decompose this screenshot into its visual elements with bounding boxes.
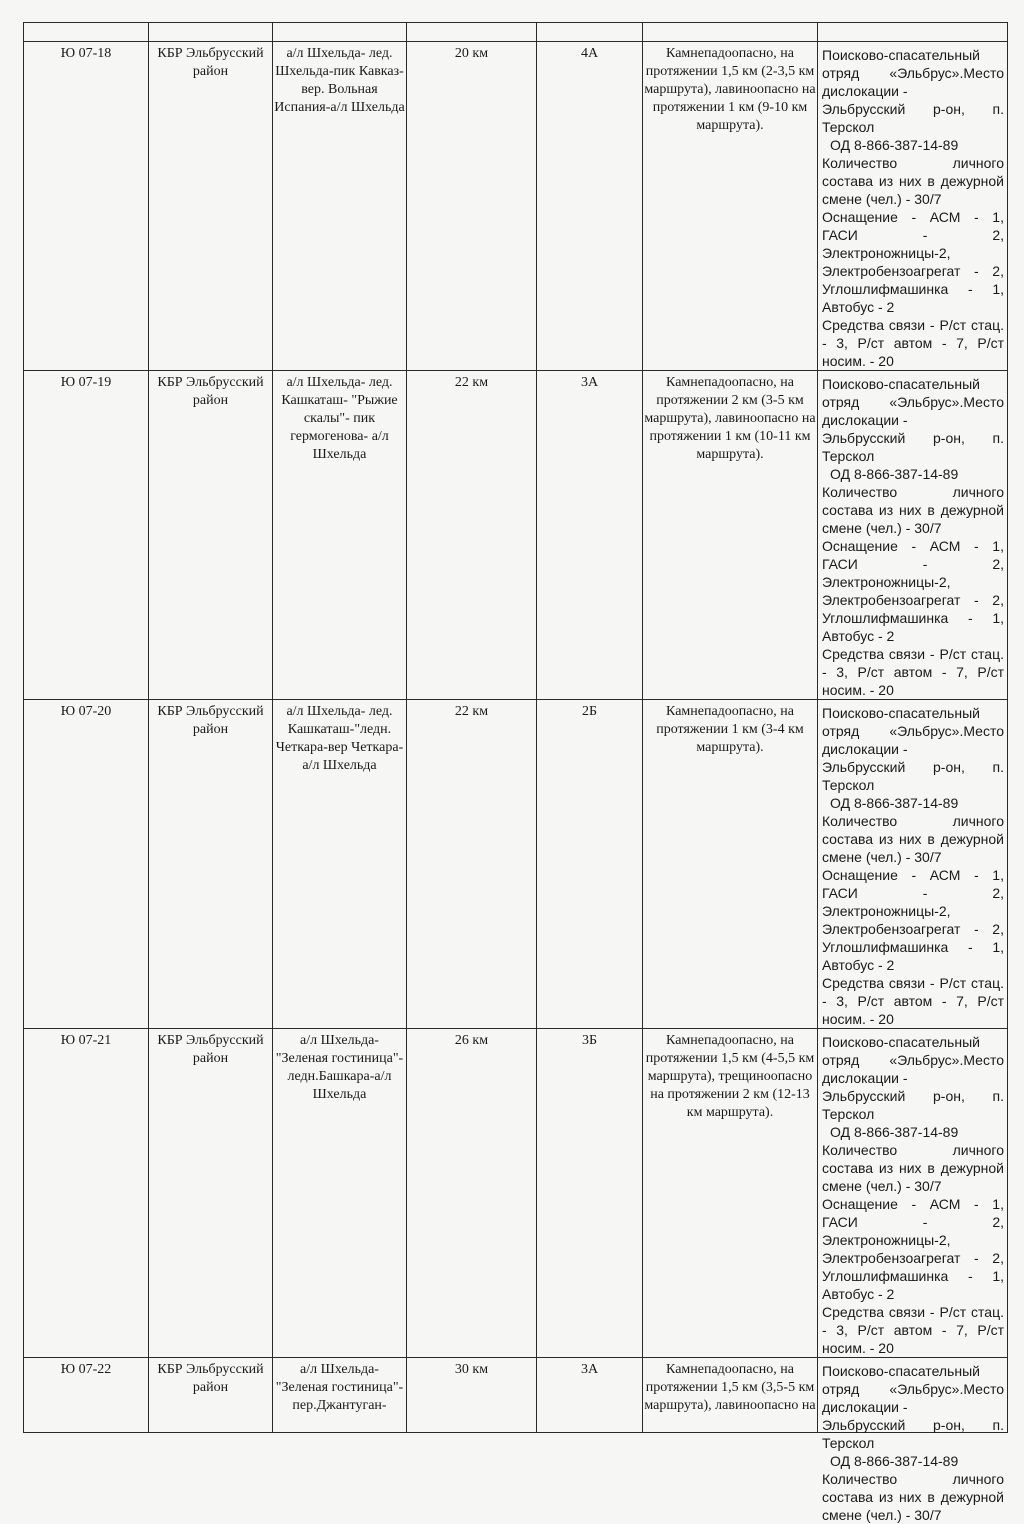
table-row [24,1358,1008,1433]
rescue-line: Поисково-спасательный отряд «Эльбрус».Место дислокации - [822,376,1004,428]
region-cell: КБР Эльбрусский район [149,371,273,700]
rescue-line: ОД 8-866-387-14-89 [830,1453,959,1469]
header-cell [149,23,273,42]
header-cell [407,23,537,42]
route-description: а/л Шхельда- лед. Кашкаташ- "Рыжие скалы"- пик гермогенова- а/л Шхельда [273,371,407,700]
rescue-team-info [818,1358,1008,1523]
route-distance: 22 км [407,371,537,700]
hazard-description: Камнепадоопасно, на протяжении 1 км (3-4 км маршрута). [643,700,818,1029]
region-cell: КБР Эльбрусский район [149,42,273,371]
route-description: а/л Шхельда- лед. Кашкаташ-"ледн. Четкара-вер Четкара-а/л Шхельда [273,700,407,1029]
rescue-line: Средства связи - Р/ст стац. - 3, Р/ст автом - 7, Р/ст носим. - 20 [822,646,1004,698]
rescue-line: Поисково-спасательный отряд «Эльбрус».Место дислокации - [822,705,1004,757]
rescue-line: Количество личного состава из них в дежурной смене (чел.) - 30/7 [822,813,1004,865]
header-cell [24,23,149,42]
rescue-line: ОД 8-866-387-14-89 [830,137,959,153]
route-category: 4А [537,42,643,371]
hazard-description: Камнепадоопасно, на протяжении 1,5 км (3,5-5 км маршрута), лавиноопасно на [643,1358,818,1433]
header-cell [818,23,1008,42]
route-category: 3А [537,371,643,700]
rescue-line: ОД 8-866-387-14-89 [830,1124,959,1140]
rescue-line: ОД 8-866-387-14-89 [830,795,959,811]
route-category: 3А [537,1358,643,1433]
route-code: Ю 07-20 [24,700,149,1029]
route-category: 2Б [537,700,643,1029]
route-code: Ю 07-19 [24,371,149,700]
region-cell: КБР Эльбрусский район [149,1029,273,1358]
rescue-line: Поисково-спасательный отряд «Эльбрус».Место дислокации - [822,1034,1004,1086]
region-cell: КБР Эльбрусский район [149,700,273,1029]
table-row [24,700,1008,1029]
rescue-line: Количество личного состава из них в дежурной смене (чел.) - 30/7 [822,1142,1004,1194]
rescue-team-info [818,1029,1008,1358]
rescue-team-info [818,42,1008,371]
table-row [24,1029,1008,1358]
route-distance: 26 км [407,1029,537,1358]
route-distance: 20 км [407,42,537,371]
route-code: Ю 07-21 [24,1029,149,1358]
table-header-row [24,23,1008,42]
rescue-line: Оснащение - АСМ - 1, ГАСИ - 2, Электроножницы-2, Электробензоагрегат - 2, Углошлифмашинка - 1, Автобус - 2 [822,209,1004,315]
table-row [24,371,1008,700]
rescue-line: Эльбрусский р-он, п. Терскол [822,1088,1004,1122]
rescue-line: Оснащение - АСМ - 1, ГАСИ - 2, Электроножницы-2, Электробензоагрегат - 2, Углошлифмашинка - 1, Автобус - 2 [822,538,1004,644]
routes-table [23,22,1008,1523]
rescue-line: Поисково-спасательный отряд «Эльбрус».Место дислокации - [822,1363,1004,1415]
route-category: 3Б [537,1029,643,1358]
rescue-line: Количество личного состава из них в дежурной смене (чел.) - 30/7 [822,155,1004,207]
region-cell: КБР Эльбрусский район [149,1358,273,1433]
rescue-line: Средства связи - Р/ст стац. - 3, Р/ст автом - 7, Р/ст носим. - 20 [822,317,1004,369]
table-row [24,42,1008,371]
hazard-description: Камнепадоопасно, на протяжении 1,5 км (4-5,5 км маршрута), трещиноопасно на протяжении 2 км (12-13 км маршрута). [643,1029,818,1358]
route-description: а/л Шхельда- "Зеленая гостиница"- ледн.Башкара-а/л Шхельда [273,1029,407,1358]
rescue-team-info [818,700,1008,1029]
rescue-line: Количество личного состава из них в дежурной смене (чел.) - 30/7 [822,1471,1004,1523]
rescue-line: Поисково-спасательный отряд «Эльбрус».Место дислокации - [822,47,1004,99]
route-distance: 30 км [407,1358,537,1433]
rescue-line: Оснащение - АСМ - 1, ГАСИ - 2, Электроножницы-2, Электробензоагрегат - 2, Углошлифмашинка - 1, Автобус - 2 [822,1196,1004,1302]
rescue-line: Эльбрусский р-он, п. Терскол [822,101,1004,135]
header-cell [537,23,643,42]
header-cell [643,23,818,42]
route-distance: 22 км [407,700,537,1029]
hazard-description: Камнепадоопасно, на протяжении 1,5 км (2-3,5 км маршрута), лавиноопасно на протяжении 1 км (9-10 км маршрута). [643,42,818,371]
rescue-team-info [818,371,1008,700]
rescue-line: Количество личного состава из них в дежурной смене (чел.) - 30/7 [822,484,1004,536]
header-cell [273,23,407,42]
route-code: Ю 07-18 [24,42,149,371]
rescue-line: ОД 8-866-387-14-89 [830,466,959,482]
rescue-line: Эльбрусский р-он, п. Терскол [822,430,1004,464]
route-description: а/л Шхельда- "Зеленая гостиница"- пер.Джантуган- [273,1358,407,1433]
rescue-line: Средства связи - Р/ст стац. - 3, Р/ст автом - 7, Р/ст носим. - 20 [822,975,1004,1027]
route-code: Ю 07-22 [24,1358,149,1433]
rescue-line: Средства связи - Р/ст стац. - 3, Р/ст автом - 7, Р/ст носим. - 20 [822,1304,1004,1356]
rescue-line: Эльбрусский р-он, п. Терскол [822,759,1004,793]
rescue-line: Эльбрусский р-он, п. Терскол [822,1417,1004,1451]
hazard-description: Камнепадоопасно, на протяжении 2 км (3-5 км маршрута), лавиноопасно на протяжении 1 км (10-11 км маршрута). [643,371,818,700]
route-description: а/л Шхельда- лед. Шхельда-пик Кавказ-вер. Вольная Испания-а/л Шхельда [273,42,407,371]
rescue-line: Оснащение - АСМ - 1, ГАСИ - 2, Электроножницы-2, Электробензоагрегат - 2, Углошлифмашинка - 1, Автобус - 2 [822,867,1004,973]
